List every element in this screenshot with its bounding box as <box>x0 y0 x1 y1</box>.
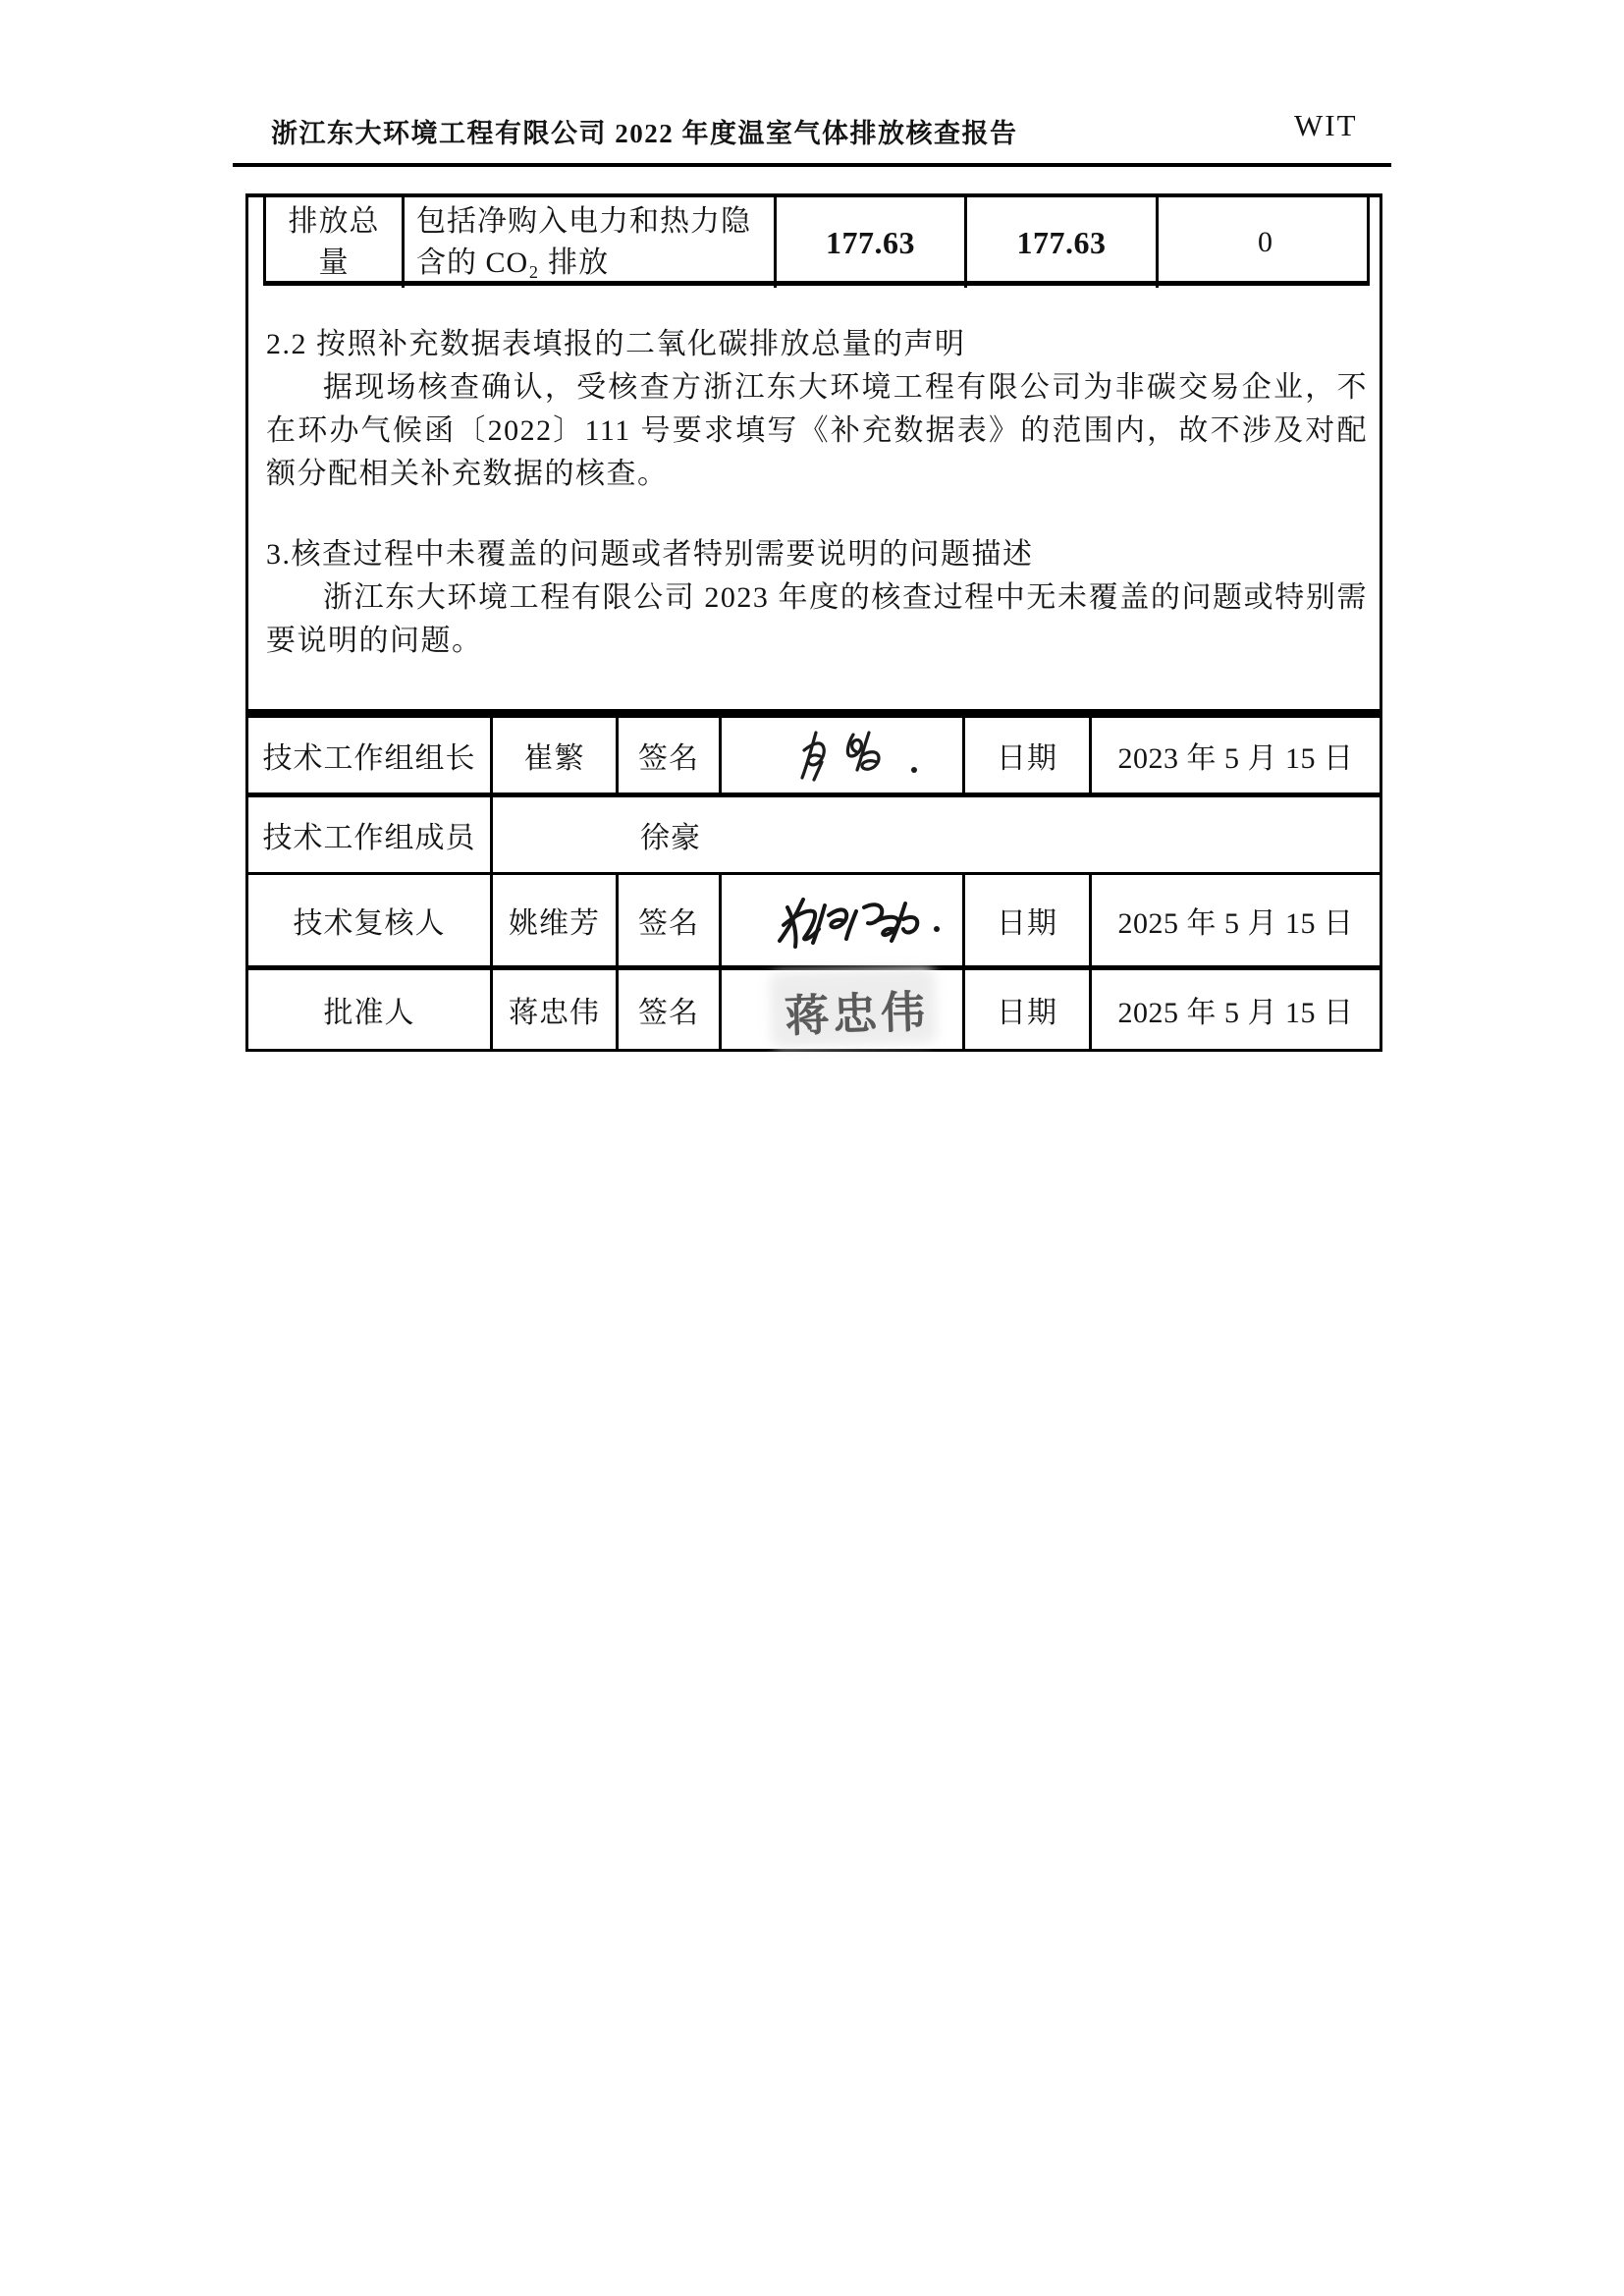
signature-row-approver <box>248 970 1380 1049</box>
role-cell: 批准人 <box>248 970 493 1049</box>
page-header-title: 浙江东大环境工程有限公司 2022 年度温室气体排放核查报告 <box>271 119 1018 148</box>
summary-cell-verified-value: 177.63 <box>967 197 1159 288</box>
section-3-heading: 3.核查过程中未覆盖的问题或者特别需要说明的问题描述 <box>266 538 1034 571</box>
wit-logo: WIT <box>1294 108 1358 142</box>
name-cell: 崔繁 <box>493 718 619 793</box>
summary-category-label: 排放总量 <box>288 205 380 279</box>
section-2-2-body: 据现场核查确认，受核查方浙江东大环境工程有限公司为非碳交易企业，不在环办气候函〔2022〕111 号要求填写《补充数据表》的范围内，故不涉及对配额分配相关补充数据的核查。 <box>266 371 1368 490</box>
name-cell: 姚维芳 <box>493 875 619 965</box>
summary-cell-description: 包括净购入电力和热力隐含的 CO₂ 排放 <box>405 197 777 288</box>
date-value-cell: 2025 年 5 月 15 日 <box>1117 907 1354 940</box>
report-content-box <box>245 193 1382 714</box>
report-text-sections <box>266 323 1368 663</box>
summary-cell-reported-value: 177.63 <box>777 197 967 288</box>
sign-label-cell: 签名 <box>619 875 722 965</box>
date-label-cell: 日期 <box>965 875 1092 965</box>
signature-row-members <box>248 797 1380 875</box>
date-value-cell: 2025 年 5 月 15 日 <box>1117 997 1354 1029</box>
emission-summary-table <box>263 197 1370 286</box>
handwritten-signature-gray <box>784 975 930 1044</box>
header-divider <box>233 163 1391 167</box>
date-label-cell: 日期 <box>965 970 1092 1049</box>
signature-cell <box>722 970 965 1049</box>
summary-cell-difference-value: 0 <box>1258 226 1273 258</box>
sign-label-cell: 签名 <box>619 970 722 1049</box>
name-cell: 蒋忠伟 <box>493 970 619 1049</box>
member-name-cell: 徐豪 <box>640 822 701 854</box>
signature-row-lead <box>248 718 1380 797</box>
signature-text: 蒋忠伟 <box>784 984 931 1043</box>
role-cell: 技术工作组成员 <box>248 797 493 872</box>
date-value-cell: 2023 年 5 月 15 日 <box>1117 742 1354 775</box>
role-cell: 技术工作组组长 <box>248 718 493 793</box>
section-3-body: 浙江东大环境工程有限公司 2023 年度的核查过程中无未覆盖的问题或特别需要说明的问题。 <box>266 581 1368 657</box>
date-label-cell: 日期 <box>965 718 1092 793</box>
section-2-2-heading: 2.2 按照补充数据表填报的二氧化碳排放总量的声明 <box>266 328 966 360</box>
handwritten-signature-scribble <box>774 886 950 955</box>
summary-cell-category <box>266 197 405 288</box>
handwritten-signature-scribble <box>788 723 946 788</box>
signature-row-reviewer <box>248 875 1380 970</box>
signature-table <box>245 714 1382 1052</box>
signature-cell <box>722 718 965 793</box>
sign-label-cell: 签名 <box>619 718 722 793</box>
signature-cell <box>722 875 965 965</box>
role-cell: 技术复核人 <box>248 875 493 965</box>
